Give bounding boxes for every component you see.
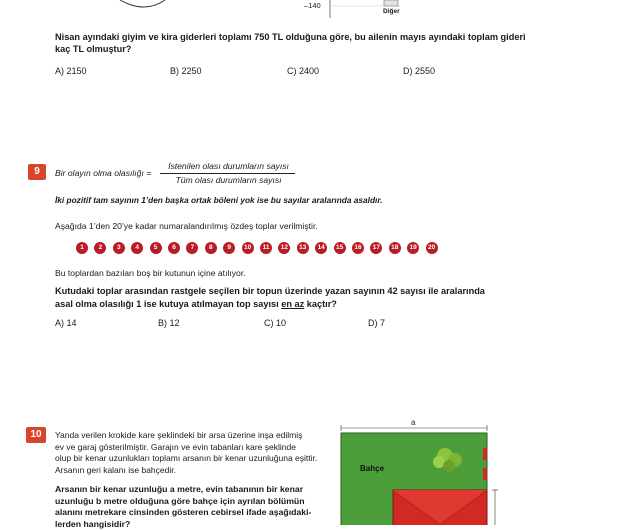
q10-site-diagram — [335, 424, 505, 525]
q9-question-line2 — [55, 298, 337, 310]
q9-question-line1: Kutudaki toplar arasından rastgele seçilen bir topun üzerinde yazan sayının 42 sayısı ile aralarında — [55, 285, 485, 297]
numbered-ball: 19 — [407, 242, 419, 254]
numbered-ball: 8 — [205, 242, 217, 254]
q9-intro: Aşağıda 1’den 20’ye kadar numaralandırılmış özdeş toplar verilmiştir. — [55, 220, 318, 232]
q8-option-c[interactable]: C) 2400 — [287, 66, 319, 76]
numbered-ball: 9 — [223, 242, 235, 254]
q8-option-b[interactable]: B) 2250 — [170, 66, 202, 76]
q8-question-line2: kaç TL olmuştur? — [55, 43, 131, 55]
q10-text-line: ev ve garaj gösterilmiştir. Garajın ve evin tabanları kare şeklinde — [55, 442, 330, 454]
q9-ball-row — [76, 242, 446, 256]
numbered-ball: 13 — [297, 242, 309, 254]
q8-option-d[interactable]: D) 2550 — [403, 66, 435, 76]
q8-question-line1: Nisan ayındaki giyim ve kira giderleri toplamı 750 TL olduğuna göre, bu ailenin mayıs ayındaki toplam gideri — [55, 31, 526, 43]
q9-question-line2-underlined: en az — [281, 299, 304, 309]
q9-definition: İki pozitif tam sayının 1’den başka ortak böleni yok ise bu sayılar aralarında asaldır. — [55, 194, 382, 206]
chart-bar-label: Diğer — [383, 6, 400, 18]
numbered-ball: 4 — [131, 242, 143, 254]
q9-option-c[interactable]: C) 10 — [264, 318, 286, 328]
q10-garden-label: Bahçe — [360, 464, 384, 473]
q10-text-line: Yanda verilen krokide kare şeklindeki bir arsa üzerine inşa edilmiş — [55, 430, 330, 442]
numbered-ball: 6 — [168, 242, 180, 254]
numbered-ball: 17 — [370, 242, 382, 254]
q10-number-badge: 10 — [26, 427, 46, 443]
q10-question-line: alanını metrekare cinsinden gösteren cebirsel ifade aşağıdaki- — [55, 507, 330, 519]
numbered-ball: 7 — [186, 242, 198, 254]
q9-option-d[interactable]: D) 7 — [368, 318, 385, 328]
q10-question — [55, 484, 330, 530]
numbered-ball: 16 — [352, 242, 364, 254]
numbered-ball: 10 — [242, 242, 254, 254]
q9-number-badge: 9 — [28, 164, 46, 180]
q10-text-line: olup bir kenar uzunlukları toplamı arsanın bir kenar uzunluğuna eşittir. — [55, 453, 330, 465]
q9-question-line2-post: kaçtır? — [307, 299, 337, 309]
q9-option-a[interactable]: A) 14 — [55, 318, 77, 328]
q10-text-line: Arsanın geri kalanı ise bahçedir. — [55, 465, 330, 477]
q10-question-line: Arsanın bir kenar uzunluğu a metre, evin tabanının bir kenar — [55, 484, 330, 496]
numbered-ball: 14 — [315, 242, 327, 254]
q10-question-line: lerden hangisidir? — [55, 519, 330, 530]
q9-option-b[interactable]: B) 12 — [158, 318, 180, 328]
chart-axis-value: –140 — [304, 0, 321, 12]
numbered-ball: 3 — [113, 242, 125, 254]
numbered-ball: 11 — [260, 242, 272, 254]
q10-side-label-a: a — [411, 417, 415, 429]
garage-edge — [483, 448, 487, 460]
numbered-ball: 5 — [150, 242, 162, 254]
numbered-ball: 15 — [334, 242, 346, 254]
numbered-ball: 12 — [278, 242, 290, 254]
pie-chart-edge — [120, 0, 165, 7]
numbered-ball: 20 — [426, 242, 438, 254]
q8-option-a[interactable]: A) 2150 — [55, 66, 87, 76]
q10-text — [55, 430, 330, 476]
numbered-ball: 18 — [389, 242, 401, 254]
q9-formula-denominator: Tüm olası durumların sayısı — [162, 174, 295, 186]
q9-formula-prefix: Bir olayın olma olasılığı = — [55, 167, 151, 179]
numbered-ball: 1 — [76, 242, 88, 254]
numbered-ball: 2 — [94, 242, 106, 254]
q10-question-line: uzunluğu b metre olduğuna göre bahçe için ayrılan bölümün — [55, 496, 330, 508]
garage-edge — [483, 468, 487, 480]
q9-question-line2-pre: asal olma olasılığı 1 ise kutuya atılmayan top sayısı — [55, 299, 279, 309]
q9-statement: Bu toplardan bazıları boş bir kutunun içine atılıyor. — [55, 267, 246, 279]
q9-formula-numerator: İstenilen olası durumların sayısı — [162, 160, 295, 172]
house-roof — [393, 490, 487, 525]
